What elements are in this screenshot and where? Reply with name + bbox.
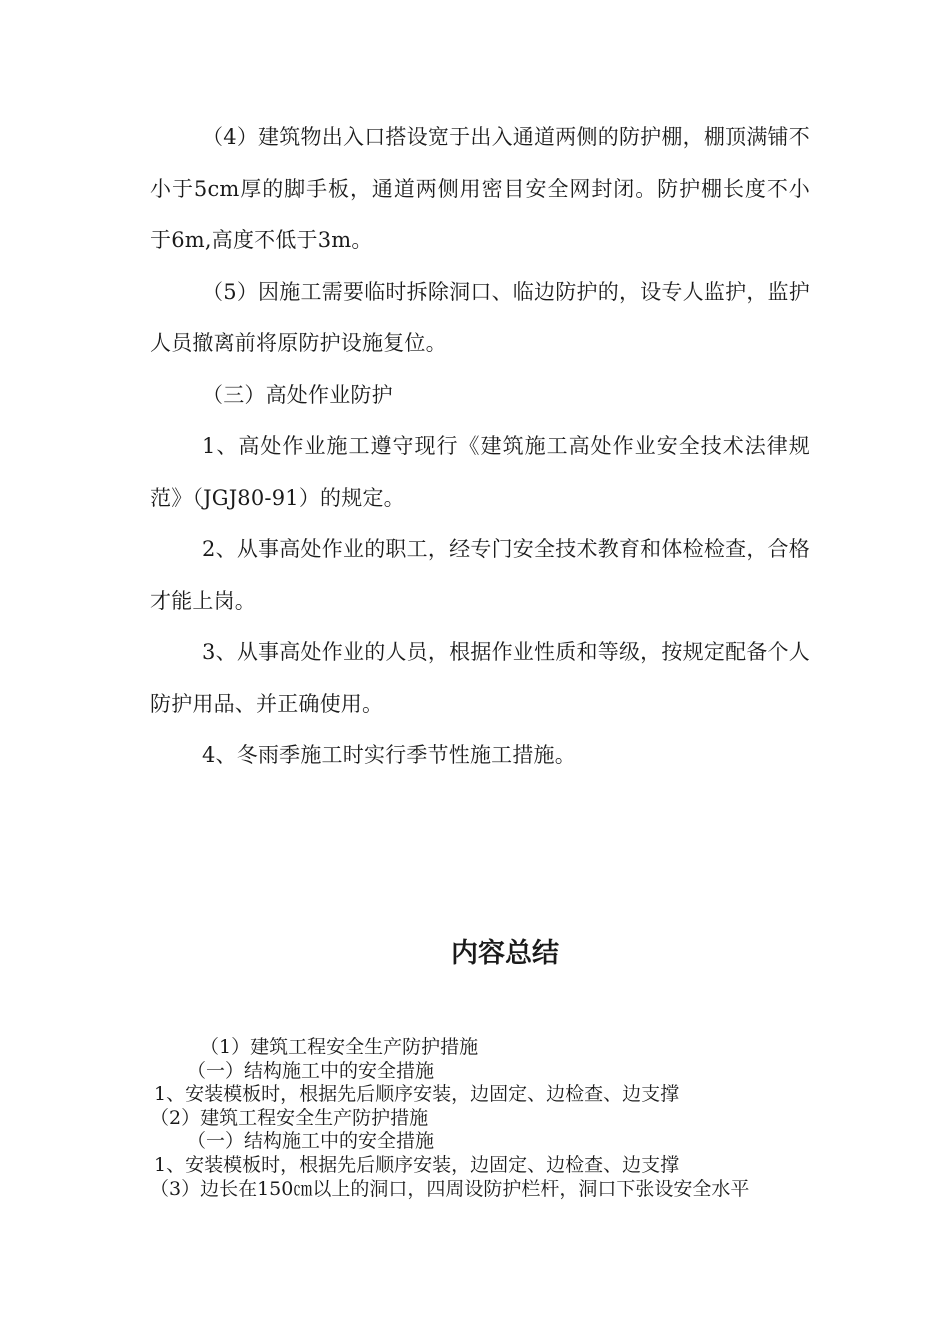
paragraph-item-2: 2、从事高处作业的职工，经专门安全技术教育和体检检查，合格才能上岗。 — [150, 537, 810, 613]
paragraph-item-3: 3、从事高处作业的人员，根据作业性质和等级，按规定配备个人防护用品、并正确使用。 — [150, 640, 810, 716]
paragraph-item-4: 4、冬雨季施工时实行季节性施工措施。 — [202, 743, 576, 767]
paragraph-item-1: 1、高处作业施工遵守现行《建筑施工高处作业安全技术法律规范》（JGJ80-91）的规定。 — [150, 434, 810, 510]
paragraph-entrance-shed: （4）建筑物出入口搭设宽于出入通道两侧的防护棚，棚顶满铺不小于5cm厚的脚手板，通道两侧用密目安全网封闭。防护棚长度不小于6m,高度不低于3m。 — [150, 125, 810, 252]
body-text — [150, 112, 810, 782]
summary-title: 内容总结 — [451, 938, 559, 969]
summary-line: （3）边长在150㎝以上的洞口，四周设防护栏杆，洞口下张设安全水平 — [150, 1177, 750, 1200]
summary-line: （一）结构施工中的安全措施 — [187, 1130, 435, 1153]
summary-line: （一）结构施工中的安全措施 — [187, 1059, 435, 1082]
summary-block — [150, 1036, 850, 1201]
summary-line: （2）建筑工程安全生产防护措施 — [150, 1106, 429, 1129]
summary-line: （1）建筑工程安全生产防护措施 — [200, 1036, 479, 1058]
summary-line: 1、安装模板时，根据先后顺序安装，边固定、边检查、边支撑 — [154, 1083, 680, 1106]
section-heading-high-work: （三）高处作业防护 — [202, 382, 393, 407]
summary-line: 1、安装模板时，根据先后顺序安装，边固定、边检查、边支撑 — [154, 1153, 680, 1176]
paragraph-temporary-removal: （5）因施工需要临时拆除洞口、临边防护的，设专人监护，监护人员撤离前将原防护设施复位。 — [150, 279, 810, 355]
